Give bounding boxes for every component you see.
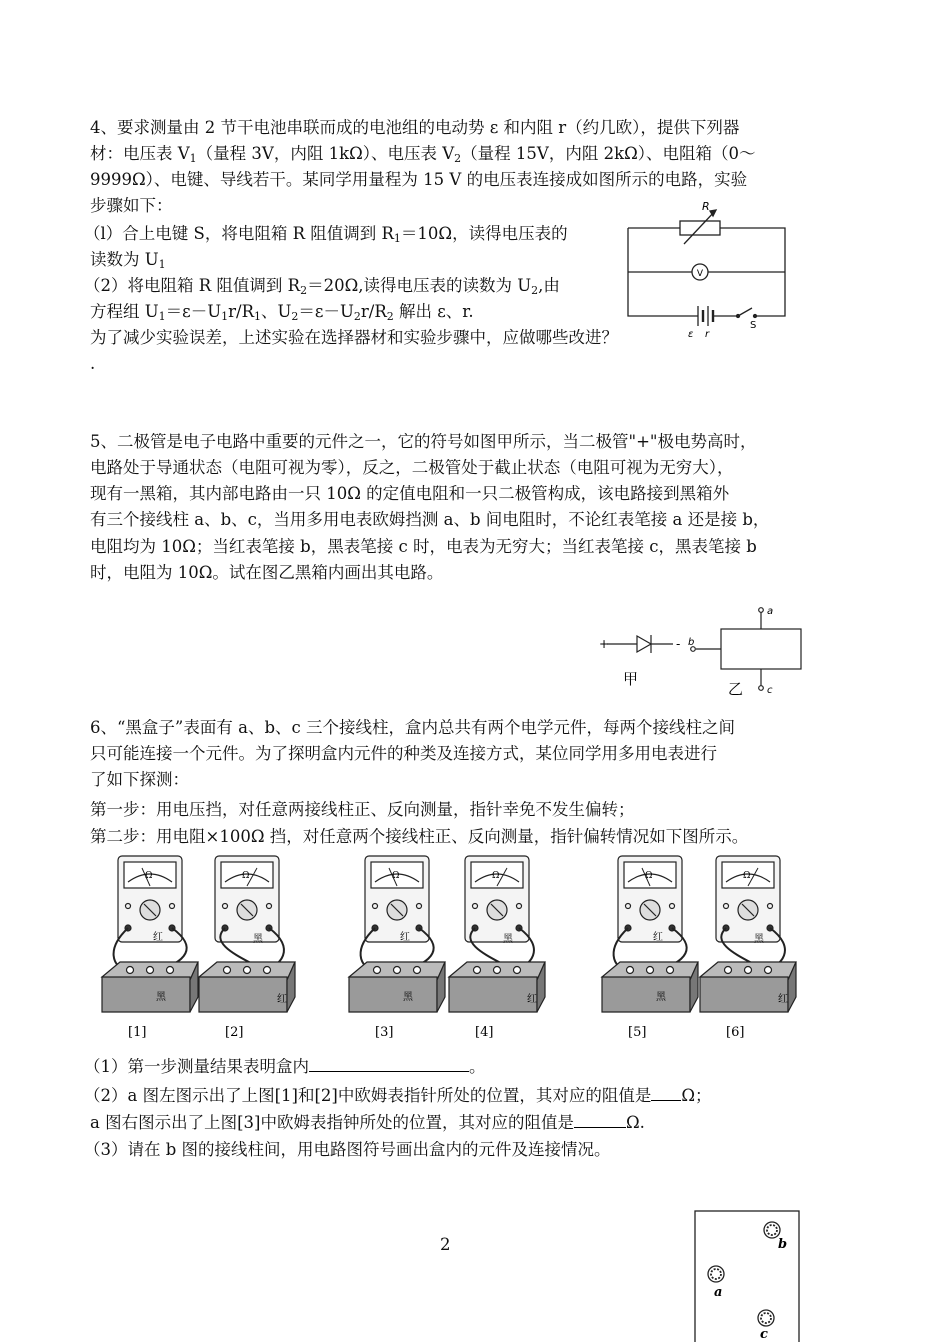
q6-terminal-board — [694, 1210, 800, 1342]
terminal-label-b: b — [778, 1237, 788, 1252]
multimeter-5 — [598, 852, 708, 1042]
q4-line1: 4、要求测量由 2 节干电池串联而成的电池组的电动势 ε 和内阻 r（约几欧），提供下列器 — [90, 118, 740, 137]
q5-line-3: 现有一黑箱，其内部电路由一只 10Ω 的定值电阻和一只二极管构成，该电路接到黑箱外 — [90, 484, 730, 503]
meter-scale-omega: Ω — [645, 871, 653, 881]
q4-line4: 步骤如下： — [90, 196, 173, 215]
meter-red-probe-label: 红 — [653, 932, 663, 943]
q4-circuit-diagram — [620, 196, 795, 341]
q6-line-1: 6、“黑盒子”表面有 a、b、c 三个接线柱，盒内总共有两个电学元件，每两个接线柱之间 — [90, 718, 735, 737]
multimeter-6 — [696, 852, 806, 1042]
q5-label-a: a — [767, 606, 774, 617]
q4-label-eps: ε — [688, 329, 694, 340]
q5-label-jia: 甲 — [623, 670, 639, 688]
q6-sub2: （2）a 图左图示出了上图[1]和[2]中欧姆表指针所处的位置，其对应的阻值是 Ω； — [84, 1082, 824, 1109]
q5-line-2: 电路处于导通状态（电阻可视为零），反之，二极管处于截止状态（电阻可视为无穷大）， — [90, 458, 734, 477]
meter-figure-label: [6] — [726, 1025, 745, 1040]
q4-label-V: V — [696, 269, 704, 279]
q5-label-yi: 乙 — [728, 680, 744, 698]
q5-label-plus: + — [599, 637, 610, 651]
q6-line-2: 只可能连接一个元件。为了探明盒内元件的种类及连接方式，某位同学用多用电表进行 — [90, 744, 717, 763]
multimeter-2 — [195, 852, 305, 1042]
q5-line-5: 电阻均为 10Ω；当红表笔接 b，黑表笔接 c 时，电表为无穷大；当红表笔接 c，黑表笔接 b — [90, 537, 757, 556]
meter-red-probe-label: 红 — [778, 994, 788, 1005]
q5-line-1: 5、二极管是电子电路中重要的元件之一，它的符号如图甲所示，当二极管"+"极电势高时， — [90, 432, 757, 451]
q4-dot: . — [90, 354, 96, 373]
meter-scale-omega: Ω — [145, 871, 153, 881]
meter-scale-omega: Ω — [392, 871, 400, 881]
meter-figure-label: [2] — [225, 1025, 244, 1040]
q4-label-r: r — [705, 329, 710, 340]
meter-figure-label: [1] — [128, 1025, 147, 1040]
q6-line-5: 第二步：用电阻×100Ω 挡，对任意两个接线柱正、反向测量，指针偏转情况如下图所示。 — [90, 827, 749, 846]
meter-black-probe-label: 黑 — [253, 934, 263, 945]
meter-red-probe-label: 红 — [277, 994, 287, 1005]
meter-scale-omega: Ω — [743, 871, 751, 881]
q4-question: 为了减少实验误差，上述实验在选择器材和实验步骤中，应做哪些改进？ — [90, 328, 618, 347]
q4-label-R: R — [702, 200, 710, 213]
q4-line3: 9999Ω）、电键、导线若干。某同学用量程为 15 V 的电压表连接成如图所示的电路，实验 — [90, 170, 748, 189]
q4-step1-cont: 读数为 $U_1$ — [90, 250, 166, 271]
q4-equations: 方程组 $U_1=\varepsilon-U_1r/R_1$、$U_2=\varepsilon-U_2r/R_2$ 解出 ε、r. — [90, 302, 474, 323]
meter-black-probe-label: 黑 — [156, 992, 166, 1003]
q5-label-minus: - — [676, 637, 681, 651]
q6-line-3: 了如下探测： — [90, 770, 189, 789]
meter-scale-omega: Ω — [492, 871, 500, 881]
multimeter-4 — [445, 852, 555, 1042]
meter-scale-omega: Ω — [242, 871, 250, 881]
q4-step2: （2）将电阻箱 R 阻值调到 $R_2=20\Omega$,读得电压表的读数为 $U_2$,由 — [84, 276, 560, 297]
meter-black-probe-label: 黑 — [503, 934, 513, 945]
meter-figure-label: [3] — [375, 1025, 394, 1040]
page-number: 2 — [440, 1235, 451, 1254]
q6-sub1: （1）第一步测量结果表明盒内 。 — [84, 1053, 824, 1080]
q6-sub3: （3）请在 b 图的接线柱间，用电路图符号画出盒内的元件及连接情况。 — [84, 1140, 611, 1159]
meter-figure-label: [4] — [475, 1025, 494, 1040]
terminal-label-c: c — [760, 1327, 768, 1342]
meter-red-probe-label: 红 — [400, 932, 410, 943]
meter-figure-label: [5] — [628, 1025, 647, 1040]
meter-black-probe-label: 黑 — [656, 992, 666, 1003]
terminal-label-a: a — [714, 1285, 723, 1300]
q5-line-4: 有三个接线柱 a、b、c，当用多用电表欧姆挡测 a、b 间电阻时，不论红表笔接 a 还是接 b， — [90, 510, 770, 529]
q6-sub2-cont: a 图右图示出了上图[3]中欧姆表指钟所处的位置，其对应的阻值是 Ω. — [90, 1109, 830, 1136]
multimeter-3 — [345, 852, 455, 1042]
meter-red-probe-label: 红 — [153, 932, 163, 943]
q4-step1: （l）合上电键 S，将电阻箱 R 阻值调到 $R_1=10\Omega$，读得电压表的 — [84, 224, 568, 245]
q4-label-S: S — [750, 320, 757, 331]
meter-black-probe-label: 黑 — [754, 934, 764, 945]
q5-figures — [593, 600, 813, 700]
q4-line2: 材：电压表 $V_1$（量程 3V，内阻 1kΩ）、电压表 $V_2$（量程 15V，内阻 2kΩ）、电阻箱（0～ — [90, 144, 756, 165]
q5-label-c: c — [767, 685, 773, 696]
q5-line-6: 时，电阻为 10Ω。试在图乙黑箱内画出其电路。 — [90, 563, 444, 582]
q6-line-4: 第一步：用电压挡，对任意两接线柱正、反向测量，指针幸免不发生偏转； — [90, 800, 635, 819]
meter-red-probe-label: 红 — [527, 994, 537, 1005]
meter-black-probe-label: 黑 — [403, 992, 413, 1003]
q5-label-b: b — [688, 637, 695, 648]
multimeter-1 — [98, 852, 208, 1042]
